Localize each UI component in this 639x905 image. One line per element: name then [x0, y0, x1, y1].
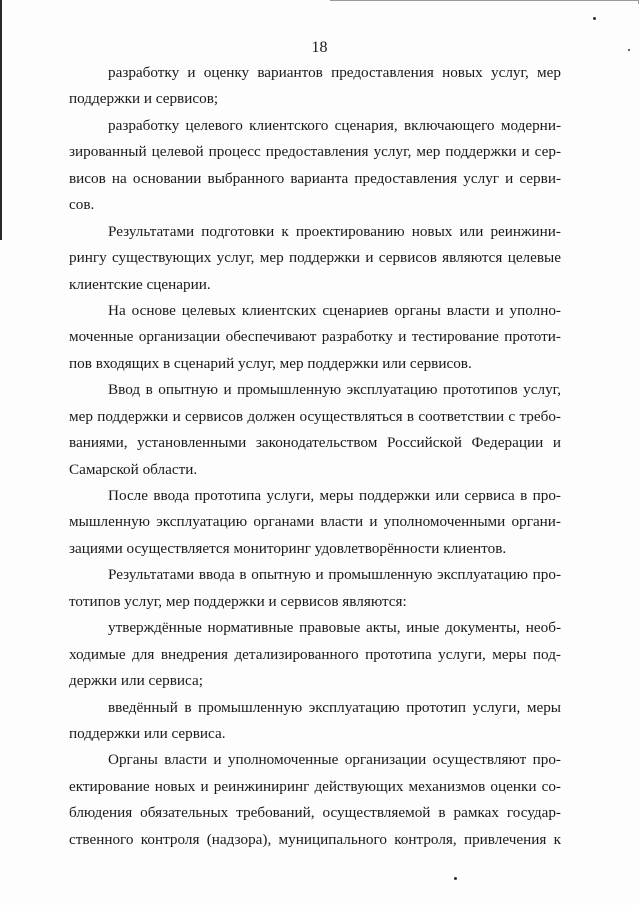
scan-edge-left [0, 0, 2, 240]
text-line: пов входящих в сценарий услуг, мер поддержки или сервисов. [69, 354, 472, 372]
page-number: 18 [311, 39, 328, 56]
paragraph [69, 60, 561, 113]
scan-speck [454, 877, 457, 880]
text-line: клиентские сценарии. [69, 275, 211, 293]
paragraph [69, 219, 561, 298]
paragraph [69, 377, 561, 483]
text-line: ходимые для внедрения детализированного прототипа услуги, меры под- [69, 645, 561, 663]
text-line: Органы власти и уполномоченные организации осуществляют про- [108, 751, 561, 769]
text-line: ственного контроля (надзора), муниципального контроля, привлечения к [69, 830, 561, 848]
text-line: поддержки и сервисов; [69, 90, 219, 108]
document-body [69, 60, 561, 853]
text-line: висов на основании выбранного варианта предоставления услуг и серви- [69, 169, 561, 187]
text-line: блюдения обязательных требований, осуществляемой в рамках государ- [69, 804, 561, 822]
text-line: поддержки или сервиса. [69, 724, 226, 742]
text-line: зированный целевой процесс предоставления услуг, мер поддержки и сер- [69, 143, 561, 161]
paragraph [69, 747, 561, 853]
paragraph [69, 695, 561, 748]
paragraph [69, 298, 561, 377]
text-line: ваниями, установленными законодательством Российской Федерации и [69, 434, 561, 452]
scan-edge-top [330, 0, 639, 1]
text-line: мер поддержки и сервисов должен осуществляться в соответствии с требо- [69, 407, 561, 425]
text-line: Самарской области. [69, 460, 198, 478]
paragraph [69, 562, 561, 615]
text-line: ектирование новых и реинжиниринг действующих механизмов оценки со- [69, 777, 561, 795]
text-line: сов. [69, 196, 95, 214]
text-line: На основе целевых клиентских сценариев органы власти и уполно- [108, 301, 561, 319]
text-line: Результатами подготовки к проектированию новых или реинжини- [108, 222, 561, 240]
scan-speck [593, 17, 596, 20]
paragraph [69, 113, 561, 219]
text-line: тотипов услуг, мер поддержки и сервисов являются: [69, 592, 407, 610]
text-line: моченные организации обеспечивают разработку и тестирование прототи- [69, 328, 561, 346]
text-line: разработку и оценку вариантов предоставления новых услуг, мер [108, 64, 561, 81]
paragraph [69, 483, 561, 562]
text-line: Результатами ввода в опытную и промышленную эксплуатацию про- [108, 566, 561, 584]
paragraph [69, 615, 561, 694]
text-line: мышленную эксплуатацию органами власти и уполномоченными органи- [69, 513, 561, 531]
text-line: После ввода прототипа услуги, меры поддержки или сервиса в про- [108, 487, 561, 504]
text-line: введённый в промышленную эксплуатацию прототип услуги, меры [108, 698, 561, 716]
text-line: утверждённые нормативные правовые акты, иные документы, необ- [108, 619, 561, 637]
text-line: Ввод в опытную и промышленную эксплуатацию прототипов услуг, [108, 381, 561, 399]
text-line: рингу существующих услуг, мер поддержки и сервисов являются целевые [69, 249, 561, 267]
text-line: зациями осуществляется мониторинг удовлетворённости клиентов. [69, 539, 507, 557]
text-line: разработку целевого клиентского сценария, включающего модерни- [108, 116, 561, 134]
text-line: держки или сервиса; [69, 672, 203, 690]
